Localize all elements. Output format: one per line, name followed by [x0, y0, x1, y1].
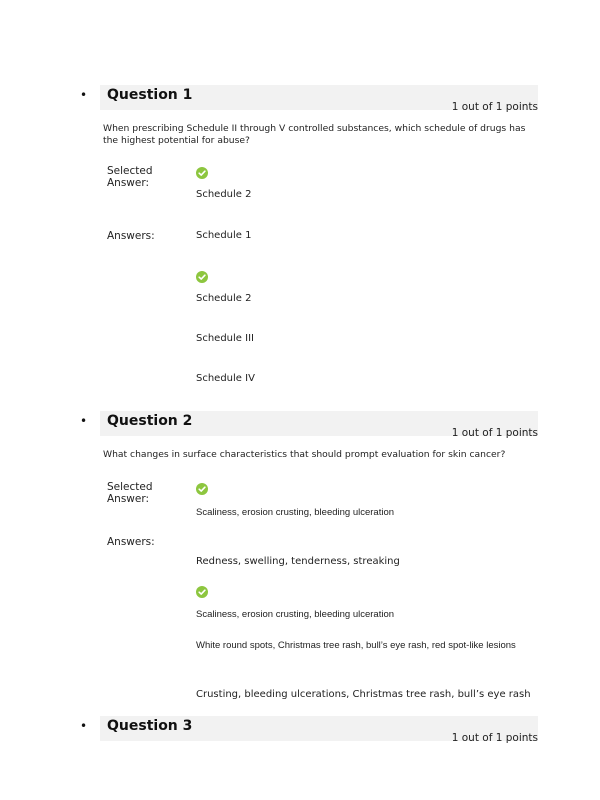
answer-option: Redness, swelling, tenderness, streaking [196, 556, 400, 567]
check-circle-icon [196, 167, 208, 179]
selected-answer-label: Selected Answer: [107, 481, 153, 505]
question-text: What changes in surface characteristics that should prompt evaluation for skin cancer? [103, 449, 506, 460]
bullet: • [80, 88, 88, 102]
question-title: Question 2 [107, 413, 193, 429]
question-points: 1 out of 1 points [451, 427, 538, 439]
selected-answer: Schedule 2 [196, 189, 252, 200]
question-points: 1 out of 1 points [451, 732, 538, 744]
question-text: When prescribing Schedule II through V controlled substances, which schedule of drugs has the highest potential for abuse? [103, 123, 526, 146]
bullet: • [80, 719, 88, 733]
answer-option: White round spots, Christmas tree rash, bull’s eye rash, red spot-like lesions [196, 640, 516, 651]
answers-label: Answers: [107, 230, 155, 242]
answers-label: Answers: [107, 536, 155, 548]
answer-option-correct: Schedule 2 [196, 293, 252, 304]
question-title: Question 3 [107, 718, 193, 734]
answer-option: Schedule 1 [196, 230, 252, 241]
check-circle-icon [196, 586, 208, 598]
check-circle-icon [196, 271, 208, 283]
selected-answer: Scaliness, erosion crusting, bleeding ulceration [196, 507, 395, 518]
question-title: Question 1 [107, 87, 193, 103]
answer-option: Crusting, bleeding ulcerations, Christmas tree rash, bull’s eye rash [196, 689, 531, 700]
answer-option-correct: Scaliness, erosion crusting, bleeding ulceration [196, 609, 395, 620]
answer-option: Schedule III [196, 333, 254, 344]
selected-answer-label: Selected Answer: [107, 165, 153, 189]
question-points: 1 out of 1 points [451, 101, 538, 113]
check-circle-icon [196, 483, 208, 495]
bullet: • [80, 414, 88, 428]
answer-option: Schedule IV [196, 373, 255, 384]
